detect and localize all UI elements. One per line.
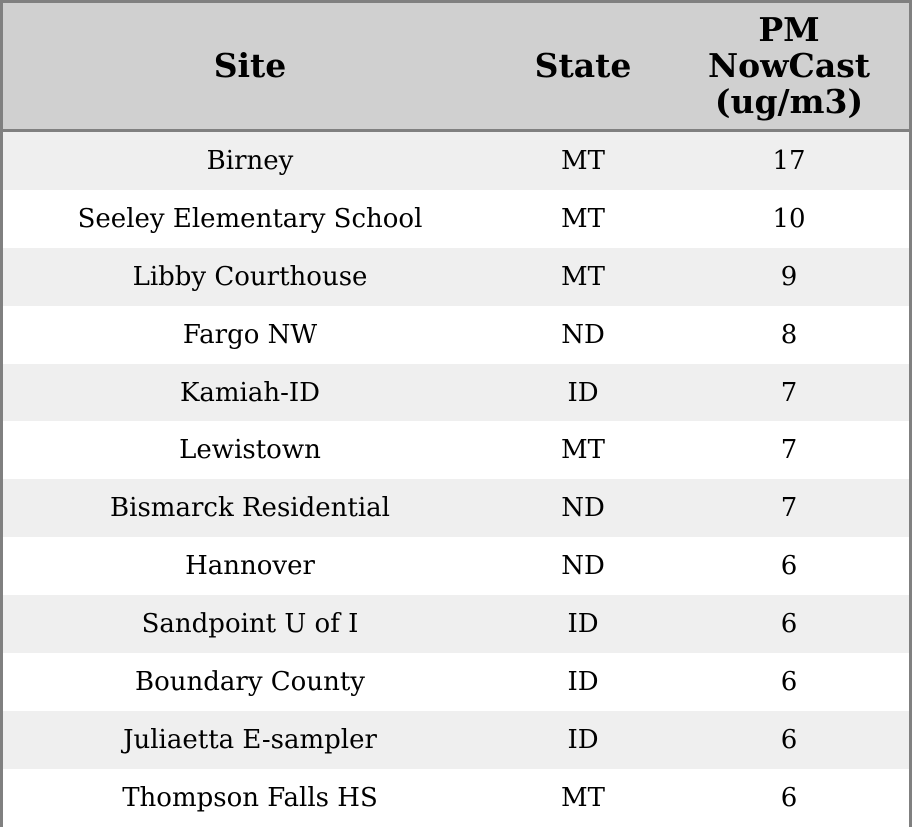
cell-site: Hannover — [185, 551, 315, 582]
cell-site: Fargo NW — [182, 319, 318, 350]
header-site — [3, 3, 497, 129]
header-state-label: State — [534, 46, 632, 85]
cell-state: MT — [561, 203, 605, 234]
table-row — [3, 769, 909, 827]
header-pm-line2: NowCast — [707, 46, 871, 85]
cell-state: MT — [561, 435, 605, 466]
cell-site: Boundary County — [135, 666, 365, 697]
cell-site: Seeley Elementary School — [77, 203, 423, 234]
cell-state: ND — [561, 551, 605, 582]
cell-pm: 8 — [780, 319, 798, 350]
cell-state: ID — [567, 724, 599, 755]
cell-pm: 6 — [780, 782, 798, 813]
cell-state: MT — [561, 261, 605, 292]
table-row — [3, 364, 909, 422]
table-row — [3, 421, 909, 479]
table-row — [3, 190, 909, 248]
table-row — [3, 306, 909, 364]
cell-pm: 6 — [780, 609, 798, 640]
header-pm-nowcast — [669, 3, 909, 129]
cell-pm: 7 — [780, 435, 798, 466]
header-pm-line1: PM — [758, 10, 820, 49]
table-row — [3, 595, 909, 653]
header-pm-line3: (ug/m3) — [714, 82, 864, 121]
cell-pm: 7 — [780, 493, 798, 524]
cell-pm: 6 — [780, 551, 798, 582]
table-row — [3, 132, 909, 190]
cell-state: ND — [561, 319, 605, 350]
table-row — [3, 711, 909, 769]
cell-site: Bismarck Residential — [110, 493, 390, 524]
cell-pm: 6 — [780, 724, 798, 755]
cell-state: ID — [567, 377, 599, 408]
cell-site: Kamiah-ID — [179, 377, 321, 408]
table-row — [3, 653, 909, 711]
header-state — [497, 3, 669, 129]
cell-pm: 6 — [780, 666, 798, 697]
cell-pm: 9 — [780, 261, 798, 292]
cell-site: Lewistown — [179, 435, 321, 466]
cell-site: Sandpoint U of I — [141, 609, 359, 640]
table-row — [3, 248, 909, 306]
cell-state: ID — [567, 666, 599, 697]
cell-state: MT — [561, 145, 605, 176]
table-row — [3, 537, 909, 595]
table-header-row — [3, 3, 909, 132]
cell-state: ND — [561, 493, 605, 524]
cell-site: Birney — [206, 145, 294, 176]
cell-pm: 10 — [772, 203, 806, 234]
header-site-label: Site — [213, 46, 287, 85]
table-row — [3, 479, 909, 537]
cell-site: Libby Courthouse — [132, 261, 368, 292]
cell-site: Juliaetta E-sampler — [123, 724, 377, 755]
cell-site: Thompson Falls HS — [122, 782, 378, 813]
cell-pm: 7 — [780, 377, 798, 408]
cell-state: MT — [561, 782, 605, 813]
cell-pm: 17 — [772, 145, 806, 176]
header-pm-label — [708, 12, 870, 120]
cell-state: ID — [567, 609, 599, 640]
table-body — [3, 132, 909, 827]
